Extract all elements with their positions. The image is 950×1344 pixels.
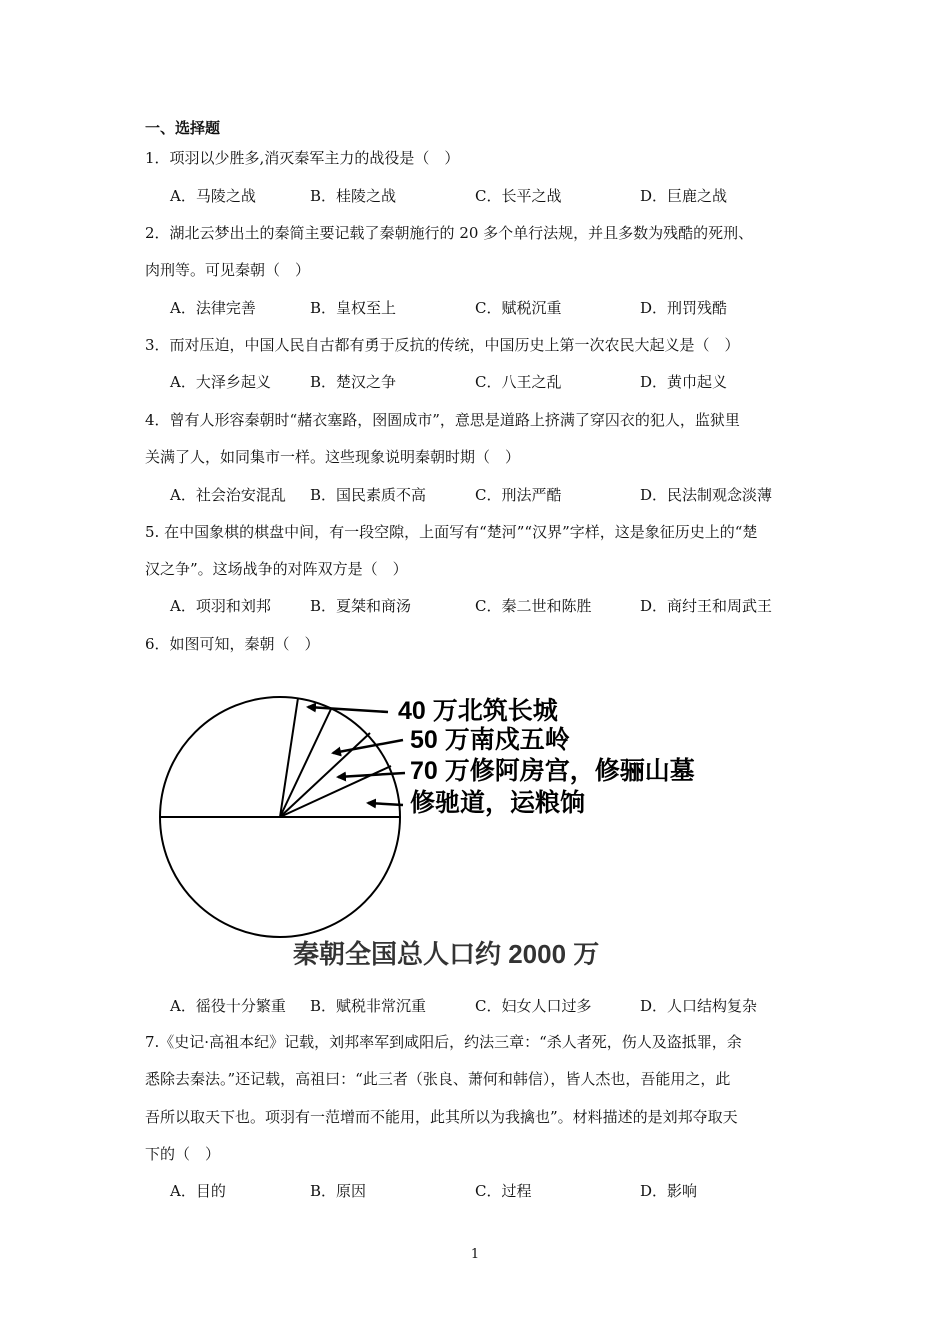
option-c: C．八王之乱 (475, 373, 562, 391)
option-d: D．影响 (640, 1182, 698, 1200)
question-5-options (170, 595, 810, 617)
option-d: D．刑罚残酷 (640, 299, 728, 317)
option-d: D．黄巾起义 (640, 373, 728, 391)
question-6-options (170, 995, 810, 1017)
option-b: B．赋税非常沉重 (310, 997, 427, 1015)
option-b: B．原因 (310, 1182, 367, 1200)
figure-label: 70 万修阿房宫，修骊山墓 (410, 757, 695, 785)
option-a: A．徭役十分繁重 (170, 997, 286, 1015)
population-pie-figure (150, 680, 760, 980)
question-4-options (170, 484, 810, 506)
question-7-options (170, 1180, 810, 1202)
option-a: A．法律完善 (170, 299, 256, 317)
question-5-text: 汉之争”。这场战争的对阵双方是（ ） (145, 560, 408, 578)
option-d: D．商纣王和周武王 (640, 597, 773, 615)
option-b: B．桂陵之战 (310, 187, 397, 205)
question-1-options (170, 185, 810, 207)
question-4-text: 关满了人，如同集市一样。这些现象说明秦朝时期（ ） (145, 448, 521, 466)
question-7-text: 下的（ ） (145, 1145, 221, 1163)
option-d: D．巨鹿之战 (640, 187, 728, 205)
option-b: B．国民素质不高 (310, 486, 427, 504)
figure-caption: 秦朝全国总人口约 2000 万 (293, 939, 600, 969)
question-3-text: 3．而对压迫，中国人民自古都有勇于反抗的传统，中国历史上第一次农民大起义是（ ） (145, 336, 740, 354)
option-a: A．马陵之战 (170, 187, 256, 205)
question-1-text: 1．项羽以少胜多,消灭秦军主力的战役是（ ） (145, 149, 460, 167)
option-c: C．长平之战 (475, 187, 562, 205)
option-a: A．大泽乡起义 (170, 373, 271, 391)
figure-label: 修驰道，运粮饷 (410, 789, 586, 817)
question-2-text: 肉刑等。可见秦朝（ ） (145, 261, 311, 279)
question-7-text: 悉除去秦法。”还记载，高祖曰：“此三者（张良、萧何和韩信），皆人杰也，吾能用之，此 (145, 1070, 731, 1088)
option-d: D．民法制观念淡薄 (640, 486, 773, 504)
question-7-text: 吾所以取天下也。项羽有一范增而不能用，此其所以为我擒也”。材料描述的是刘邦夺取天 (145, 1108, 738, 1126)
question-4-text: 4．曾有人形容秦朝时“赭衣塞路，囹圄成市”，意思是道路上挤满了穿囚衣的犯人，监狱里 (145, 411, 740, 429)
question-6-text: 6．如图可知，秦朝（ ） (145, 635, 320, 653)
option-c: C．秦二世和陈胜 (475, 597, 592, 615)
section-title: 一、选择题 (145, 119, 221, 137)
option-a: A．社会治安混乱 (170, 486, 286, 504)
option-c: C．刑法严酷 (475, 486, 562, 504)
option-b: B．皇权至上 (310, 299, 397, 317)
page-number: 1 (470, 1247, 480, 1262)
question-3-options (170, 371, 810, 393)
figure-label: 40 万北筑长城 (398, 697, 558, 725)
option-c: C．过程 (475, 1182, 532, 1200)
option-d: D．人口结构复杂 (640, 997, 758, 1015)
option-c: C．妇女人口过多 (475, 997, 592, 1015)
option-b: B．夏桀和商汤 (310, 597, 412, 615)
question-2-options (170, 297, 810, 319)
figure-label: 50 万南戍五岭 (410, 726, 570, 754)
option-a: A．目的 (170, 1182, 226, 1200)
option-c: C．赋税沉重 (475, 299, 562, 317)
option-a: A．项羽和刘邦 (170, 597, 271, 615)
question-7-text: 7.《史记·高祖本纪》记载，刘邦率军到咸阳后，约法三章：“杀人者死，伤人及盗抵罪，余 (145, 1033, 742, 1051)
question-2-text: 2．湖北云梦出土的秦简主要记载了秦朝施行的 20 多个单行法规，并且多数为残酷的死刑、 (145, 224, 754, 242)
question-5-text: 5. 在中国象棋的棋盘中间，有一段空隙，上面写有“楚河”“汉界”字样，这是象征历史上的“楚 (145, 523, 758, 541)
option-b: B．楚汉之争 (310, 373, 397, 391)
